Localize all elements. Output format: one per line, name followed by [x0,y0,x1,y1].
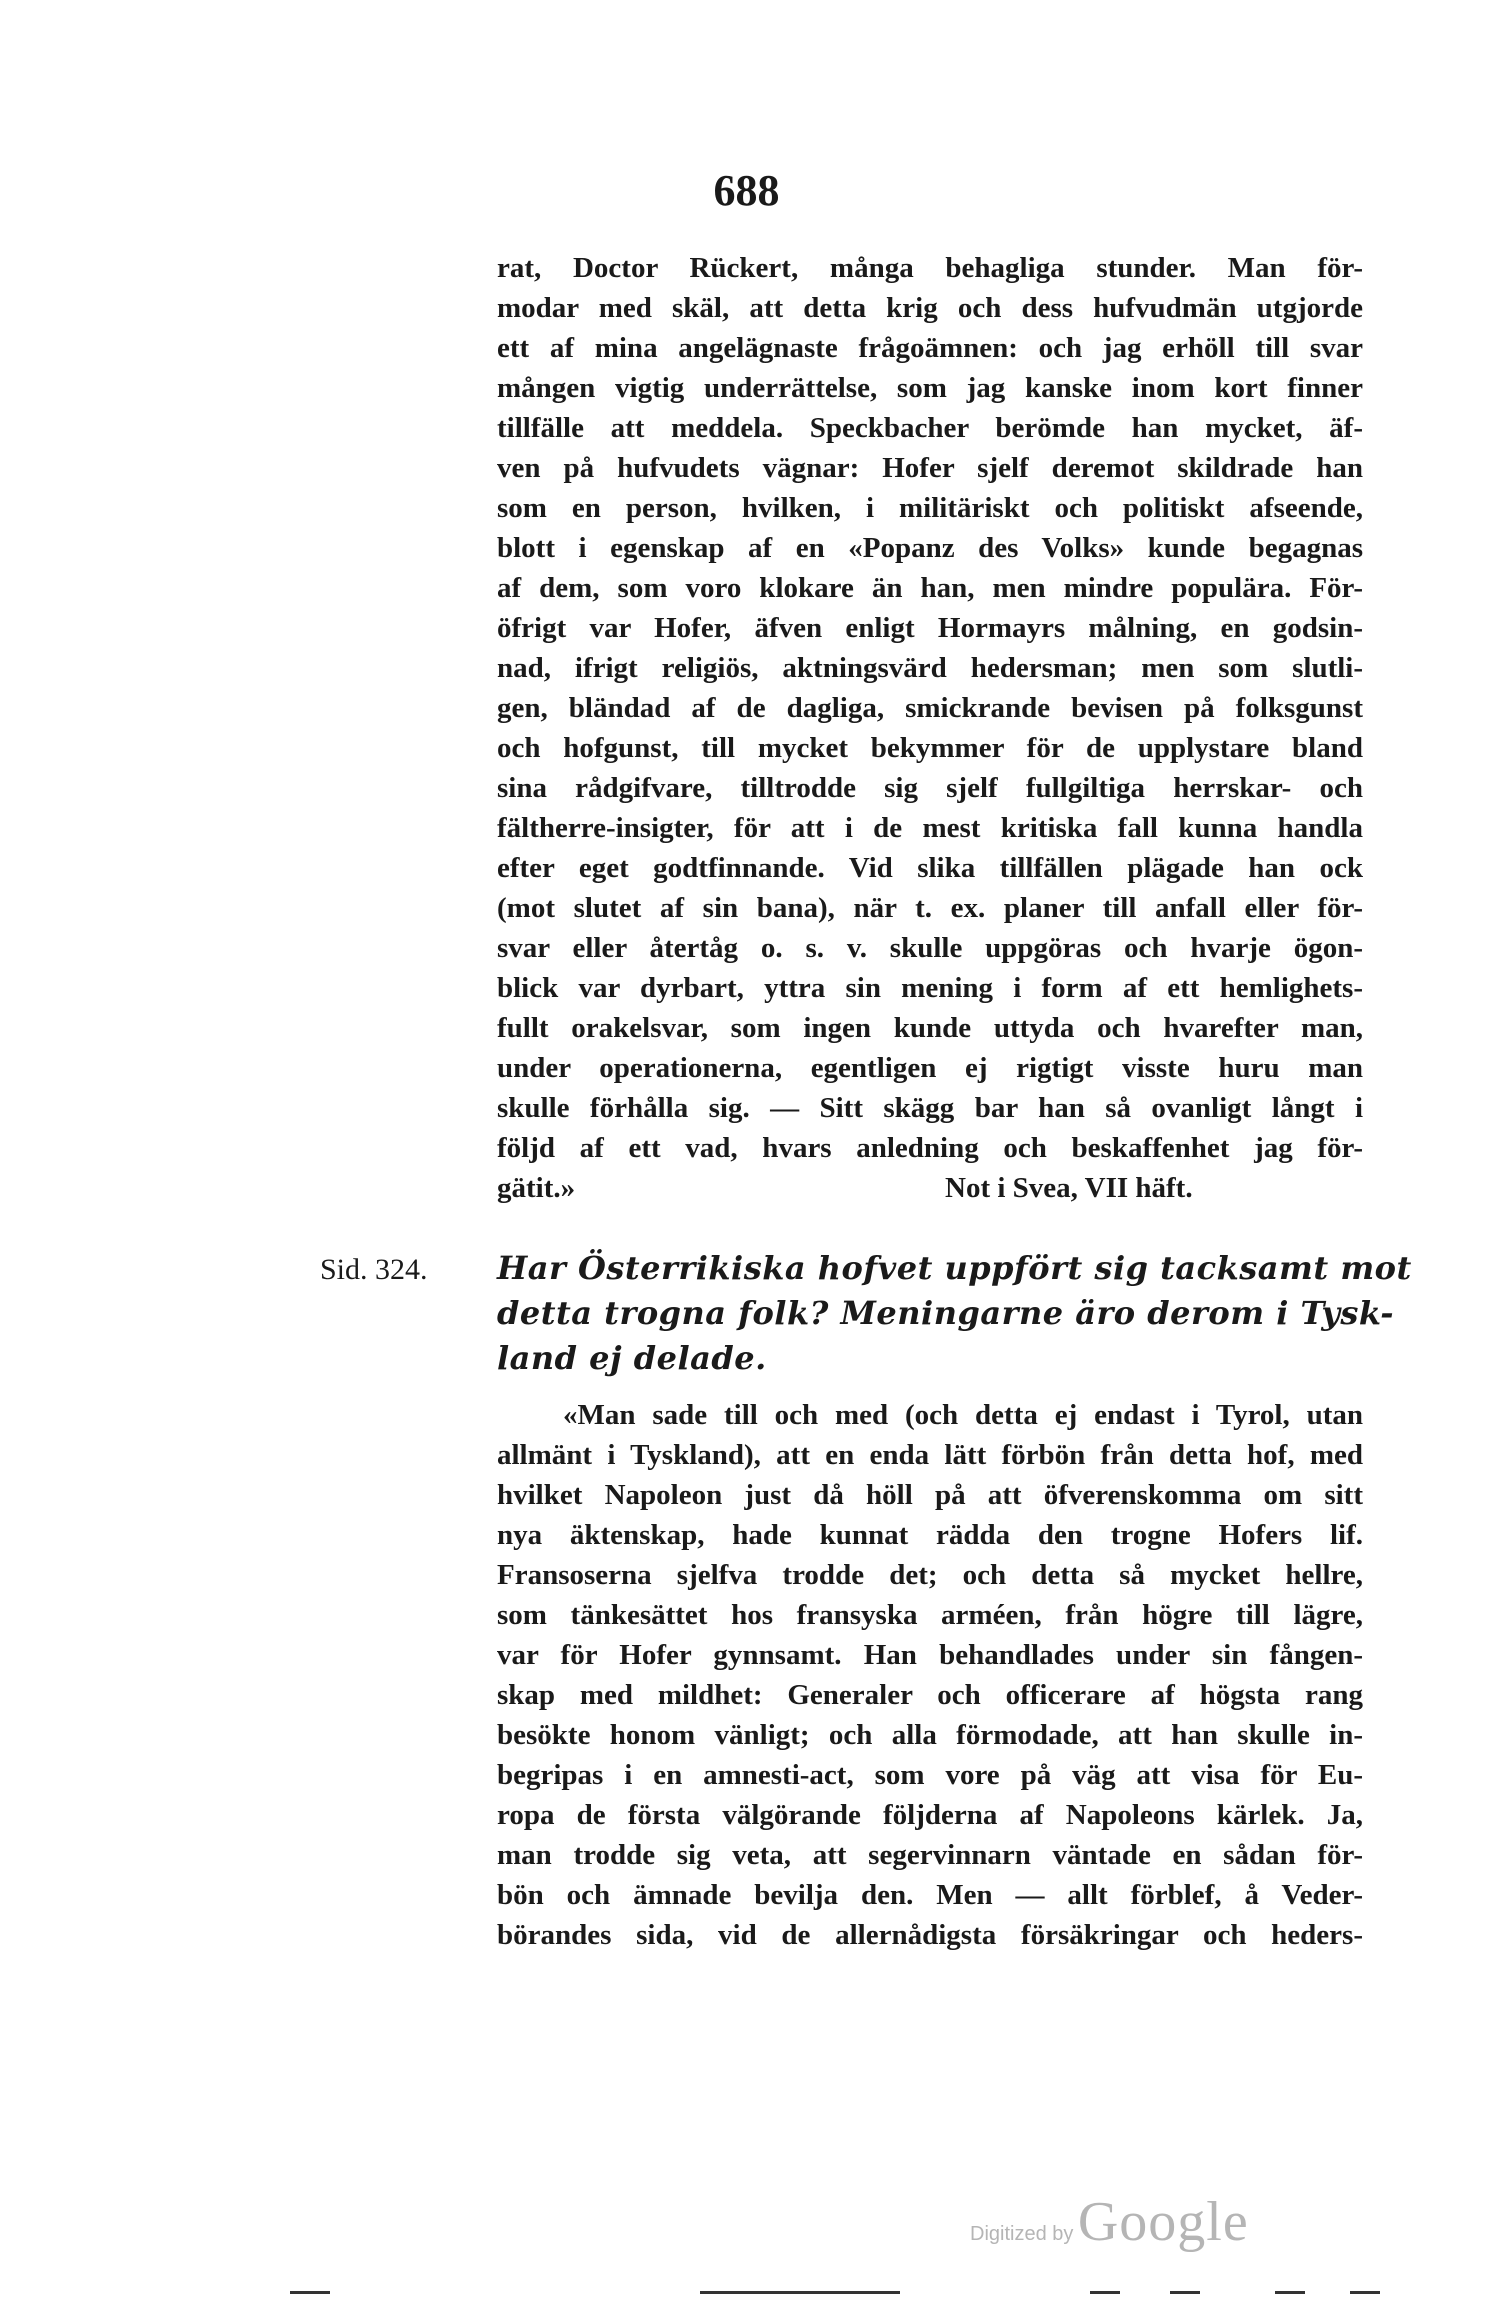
text-line: allmänt i Tyskland), att en enda lätt förbön från detta hof, med [497,1439,1363,1471]
text-line: svar eller återtåg o. s. v. skulle uppgöras och hvarje ögon- [497,932,1363,964]
text-line: blott i egenskap af en «Popanz des Volks» kunde begagnas [497,532,1363,564]
text-line: land ej delade. [497,1339,767,1377]
text-line: «Man sade till och med (och detta ej endast i Tyrol, utan [563,1399,1363,1431]
text-line: begripas i en amnesti-act, som vore på väg att visa för Eu- [497,1759,1363,1791]
quote-end-line [497,1168,1363,1208]
text-line: under operationerna, egentligen ej rigtigt visste huru man [497,1052,1363,1084]
text-line: och hofgunst, till mycket bekymmer för de upplystare bland [497,732,1363,764]
text-line: sina rådgifvare, tilltrodde sig sjelf fullgiltiga herrskar- och [497,772,1363,804]
text-line: (mot slutet af sin bana), när t. ex. planer till anfall eller för- [497,892,1363,924]
text-line: efter eget godtfinnande. Vid slika tillfällen plägade han ock [497,852,1363,884]
text-line: nad, ifrigt religiös, aktningsvärd hedersman; men som slutli- [497,652,1363,684]
source-note: Not i Svea, VII häft. [945,1172,1193,1204]
text-line: Fransoserna sjelfva trodde det; och detta så mycket hellre, [497,1559,1363,1591]
edge-mark [1350,2291,1380,2294]
edge-mark [1275,2291,1305,2294]
text-line: hvilket Napoleon just då höll på att öfverenskomma om sitt [497,1479,1363,1511]
text-line: blick var dyrbart, yttra sin mening i form af ett hemlighets- [497,972,1363,1004]
google-logo: Google [1077,2191,1249,2253]
text-line: följd af ett vad, hvars anledning och beskaffenhet jag för- [497,1132,1363,1164]
text-line: besökte honom vänligt; och alla förmodade, att han skulle in- [497,1719,1363,1751]
side-reference: Sid. 324. [320,1253,428,1286]
text-line: detta trogna folk? Meningarne äro derom i Tysk- [497,1294,1395,1332]
paragraph-quote-continuation [497,248,1363,1208]
text-line: som tänkesättet hos fransyska arméen, från högre till lägre, [497,1599,1363,1631]
text-line: ett af mina angelägnaste frågoämnen: och jag erhöll till svar [497,332,1363,364]
edge-mark [290,2291,330,2294]
text-line: gen, bländad af de dagliga, smickrande bevisen på folksgunst [497,692,1363,724]
text-line: tillfälle att meddela. Speckbacher berömde han mycket, äf- [497,412,1363,444]
text-line: var för Hofer gynnsamt. Han behandlades under sin fången- [497,1639,1363,1671]
edge-mark [1090,2291,1120,2294]
text-line: fältherre-insigter, för att i de mest kritiska fall kunna handla [497,812,1363,844]
edge-mark [1170,2291,1200,2294]
text-line: Har Österrikiska hofvet uppfört sig tacksamt mot [497,1249,1412,1287]
paragraph-quote [497,1395,1363,1955]
edge-mark [700,2291,900,2294]
text-line: ropa de första välgörande följderna af Napoleons kärlek. Ja, [497,1799,1363,1831]
text-line: af dem, som voro klokare än han, men mindre populära. För- [497,572,1363,604]
text-line: öfrigt var Hofer, äfven enligt Hormayrs målning, en godsin- [497,612,1363,644]
text-line: mången vigtig underrättelse, som jag kanske inom kort finner [497,372,1363,404]
text-line: börandes sida, vid de allernådigsta försäkringar och heders- [497,1919,1363,1951]
text-line: fullt orakelsvar, som ingen kunde uttyda och hvarefter man, [497,1012,1363,1044]
quote-end-text: gätit.» [497,1172,576,1204]
text-line: ven på hufvudets vägnar: Hofer sjelf deremot skildrade han [497,452,1363,484]
text-line: bön och ämnade bevilja den. Men — allt förblef, å Veder- [497,1879,1363,1911]
watermark-prefix: Digitized by [970,2223,1074,2245]
page-number: 688 [713,166,780,215]
digitized-by-google-watermark [970,2190,1249,2254]
text-line: man trodde sig veta, att segervinnarn väntade en sådan för- [497,1839,1363,1871]
text-line: som en person, hvilken, i militäriskt och politiskt afseende, [497,492,1363,524]
text-line: rat, Doctor Rückert, många behagliga stunder. Man för- [497,252,1363,284]
text-line: modar med skäl, att detta krig och dess hufvudmän utgjorde [497,292,1363,324]
text-line: skulle förhålla sig. — Sitt skägg bar han så ovanligt långt i [497,1092,1363,1124]
text-line: skap med mildhet: Generaler och officerare af högsta rang [497,1679,1363,1711]
section-heading [497,1246,1412,1381]
text-line: nya äktenskap, hade kunnat rädda den trogne Hofers lif. [497,1519,1363,1551]
